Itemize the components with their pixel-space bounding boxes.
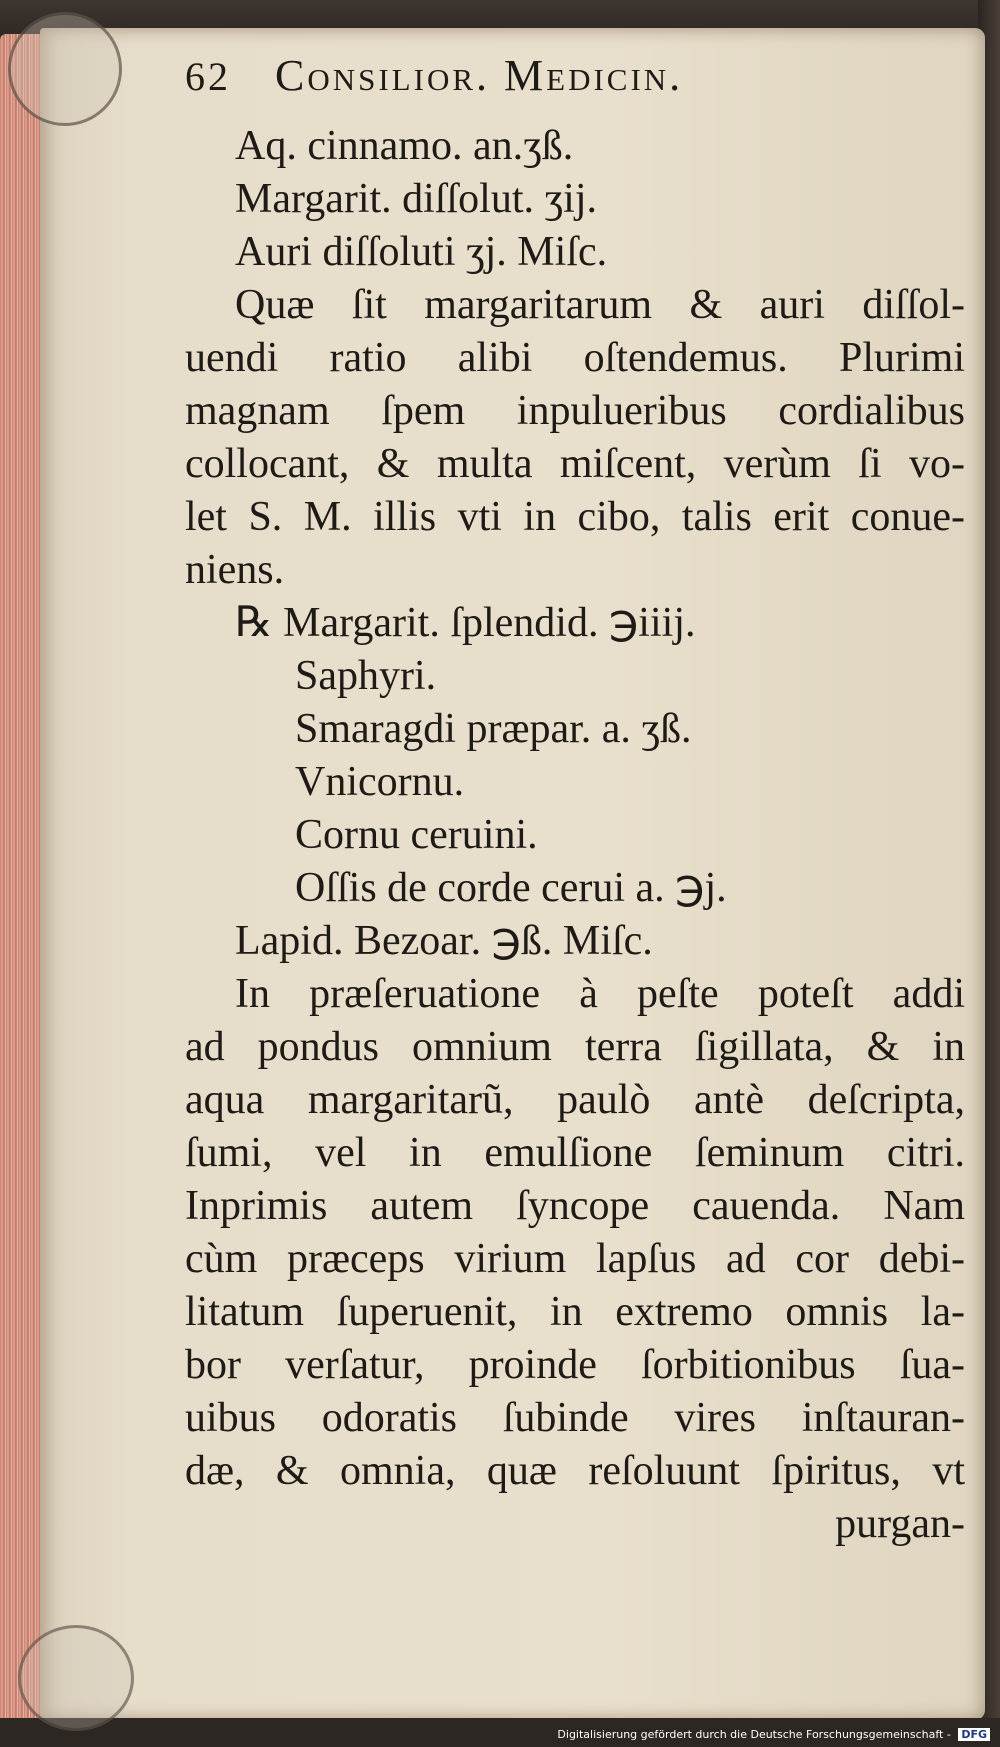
text-line: let S. M. illis vti in cibo, talis erit conue- (185, 494, 965, 540)
recipe-line: Lapid. Bezoar. ℈ß. Miſc. (235, 918, 653, 964)
text-line: Quæ ſit margaritarum & auri diſſol- (235, 282, 965, 328)
dfg-logo: DFG (958, 1728, 990, 1741)
text-line: cùm præceps virium lapſus ad cor debi- (185, 1236, 965, 1282)
text-line: In præſeruatione à peſte poteſt addi (235, 971, 965, 1017)
running-head (185, 50, 965, 120)
text-line: Inprimis autem ſyncope cauenda. Nam (185, 1183, 965, 1229)
text-line: Auri diſſoluti ʒj. Miſc. (235, 229, 608, 275)
text-line: dæ, & omnia, quæ reſoluunt ſpiritus, vt (185, 1448, 965, 1494)
text-line: ad pondus omnium terra ſigillata, & in (185, 1024, 965, 1070)
recipe-line: Vnicornu. (295, 759, 465, 805)
catchword: purgan- (835, 1501, 965, 1547)
recipe-line: Cornu ceruini. (295, 812, 538, 858)
glass-clip-top (8, 12, 122, 126)
text-line: niens. (185, 547, 285, 593)
page-text (185, 50, 965, 1551)
text-line: Margarit. diſſolut. ʒij. (235, 176, 598, 222)
page-fore-edge (0, 34, 44, 1724)
recipe-line: Smaragdi præpar. a. ʒß. (295, 706, 692, 752)
text-line: ſumi, vel in emulſione ſeminum citri. (185, 1130, 965, 1176)
text-line: uibus odoratis ſubinde vires inſtauran- (185, 1395, 965, 1441)
digitization-credit (557, 1728, 990, 1741)
page-number: 62 (185, 54, 231, 99)
text-line: magnam ſpem inpulueribus cordialibus (185, 388, 965, 434)
text-line: litatum ſuperuenit, in extremo omnis la- (185, 1289, 965, 1335)
text-line: aqua margaritarũ, paulò antè deſcripta, (185, 1077, 965, 1123)
recipe-line: ℞ Margarit. ſplendid. ℈iiij. (235, 600, 696, 646)
text-line: bor verſatur, proinde ſorbitionibus ſua- (185, 1342, 965, 1388)
text-line: collocant, & multa miſcent, verùm ſi vo- (185, 441, 965, 487)
recipe-line: Oſſis de corde cerui a. ℈j. (295, 865, 727, 911)
running-title: Consilior. Medicin. (275, 51, 684, 100)
glass-clip-bottom (18, 1625, 134, 1731)
text-line: Aq. cinnamo. an.ʒß. (235, 123, 574, 169)
text-line: uendi ratio alibi oſtendemus. Plurimi (185, 335, 965, 381)
recipe-line: Saphyri. (295, 653, 437, 699)
credit-text: Digitalisierung gefördert durch die Deutsche Forschungsgemeinschaft - (557, 1728, 951, 1741)
